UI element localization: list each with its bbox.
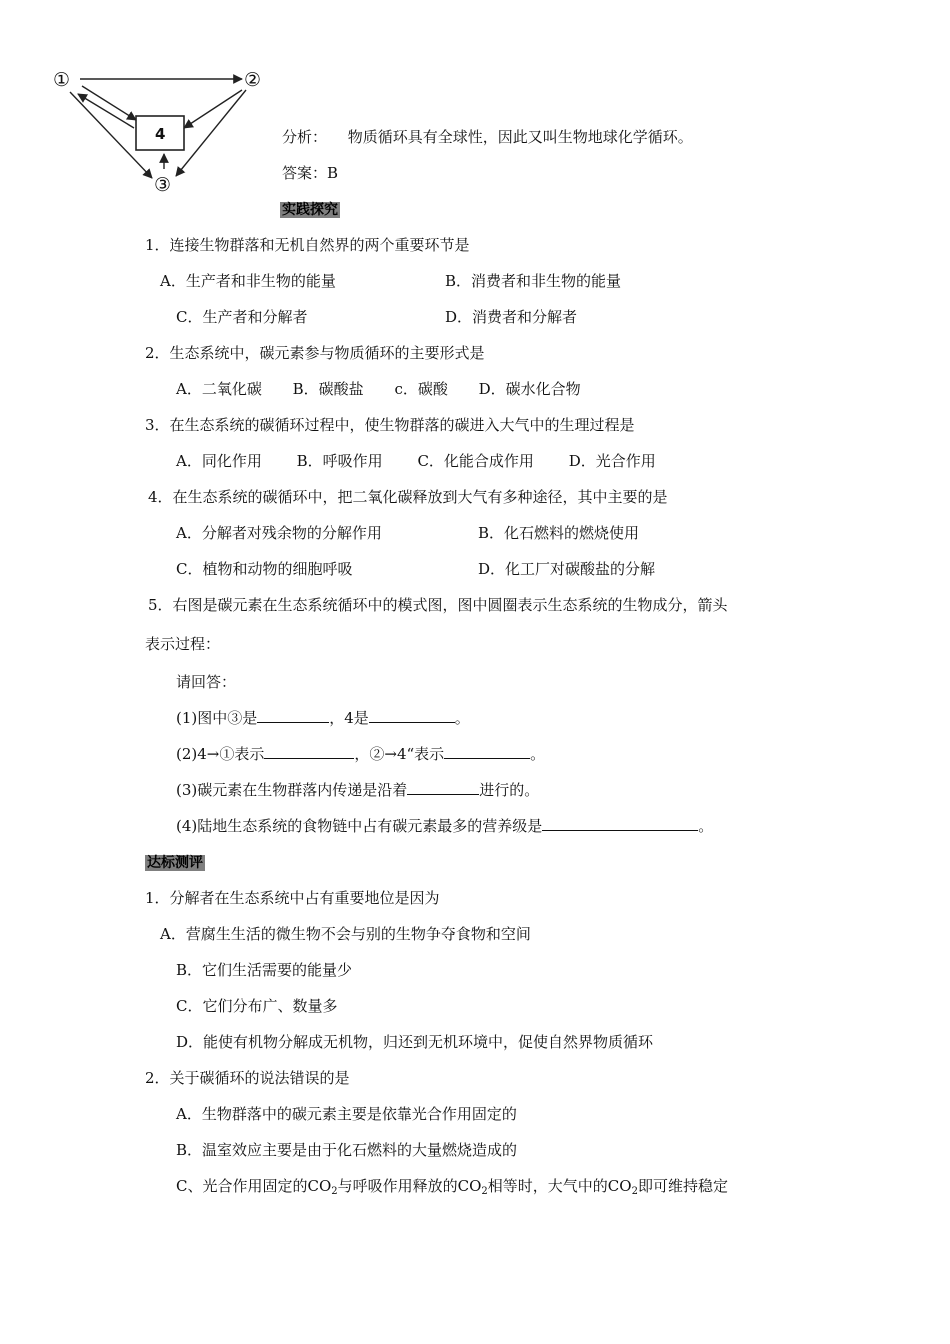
practice-q1-stem: 1．连接生物群落和无机自然界的两个重要环节是 [145,236,470,254]
practice-q2-options [176,379,581,399]
assess-q1-stem: 1．分解者在生态系统中占有重要地位是因为 [145,889,440,907]
assess-q1-option-b: B．它们生活需要的能量少 [176,961,353,979]
practice-q5-prompt: 请回答： [176,673,237,691]
q5-p1-blank-2[interactable] [369,708,455,723]
practice-q3-options [176,451,656,471]
practice-q5-part-2 [176,744,545,764]
q5-p2-blank-2[interactable] [444,744,530,759]
practice-q5-part-4 [176,816,713,836]
q2c-sub-2: 2 [481,1186,488,1197]
q5-p2-text-a: (2)4→①表示 [176,745,265,763]
practice-q1-option-a: A．生产者和非生物的能量 [160,272,336,290]
practice-q1-option-b: B．消费者和非生物的能量 [445,272,622,290]
analysis-label: 分析： [282,128,328,146]
assess-q1-option-d: D．能使有机物分解成无机物，归还到无机环境中，促使自然界物质循环 [176,1033,654,1051]
practice-q4-option-c: C．植物和动物的细胞呼吸 [176,560,353,578]
q5-p4-text-b: 。 [698,817,714,835]
q5-p3-text-b: 进行的。 [479,781,540,799]
assess-q2-option-a: A．生物群落中的碳元素主要是依靠光合作用固定的 [176,1105,517,1123]
q2c-text-3: 相等时，大气中的CO [487,1177,632,1195]
practice-q1-option-c: C．生产者和分解者 [176,308,308,326]
practice-q5-stem-1: 5．右图是碳元素在生态系统循环中的模式图，图中圆圈表示生态系统的生物成分，箭头 [148,596,728,614]
q5-p3-blank[interactable] [407,780,479,795]
arrow-2-to-4 [184,90,242,128]
practice-q5-part-1 [176,708,470,728]
practice-q3-option-b: B．呼吸作用 [296,452,383,470]
practice-q3-option-a: A．同化作用 [176,452,262,470]
section-assess-heading [145,852,205,873]
q5-p4-text-a: (4)陆地生态系统的食物链中占有碳元素最多的营养级是 [176,817,543,835]
practice-q3-stem: 3．在生态系统的碳循环过程中，使生物群落的碳进入大气中的生理过程是 [145,416,635,434]
assess-q2-option-b: B．温室效应主要是由于化石燃料的大量燃烧造成的 [176,1141,518,1159]
q5-p4-blank[interactable] [542,816,698,831]
arrow-2-to-3 [176,90,246,176]
practice-q4-option-b: B．化石燃料的燃烧使用 [478,524,640,542]
section-practice-label: 实践探究 [282,202,338,218]
assess-q2-option-c [176,1176,728,1202]
node-2: ② [244,69,262,91]
practice-q3-option-d: D．光合作用 [568,452,656,470]
node-1: ① [53,69,71,91]
q5-p2-blank-1[interactable] [264,744,354,759]
q2c-text-1: C、光合作用固定的CO [176,1177,332,1195]
q5-p2-text-c: 。 [530,745,546,763]
carbon-cycle-diagram [48,66,280,196]
assess-q2-stem: 2．关于碳循环的说法错误的是 [145,1069,350,1087]
q5-p2-text-b: ，②→4“表示 [354,745,445,763]
practice-q2-option-a: A．二氧化碳 [176,380,262,398]
section-assess-label: 达标测评 [147,855,203,871]
q2c-text-2: 与呼吸作用释放的CO [337,1177,482,1195]
assess-q1-option-c: C．它们分布广、数量多 [176,997,338,1015]
practice-q2-option-b: B．碳酸盐 [292,380,364,398]
node-3: ③ [154,174,172,196]
practice-q4-option-d: D．化工厂对碳酸盐的分解 [478,560,656,578]
q5-p1-blank-1[interactable] [257,708,329,723]
practice-q2-option-c: c．碳酸 [394,380,448,398]
q5-p1-text-b: ，4是 [329,709,369,727]
box-label: 4 [155,125,166,143]
practice-q5-part-3 [176,780,539,800]
practice-q1-option-d: D．消费者和分解者 [445,308,578,326]
q2c-sub-3: 2 [631,1186,638,1197]
assess-q1-option-a: A．营腐生生活的微生物不会与别的生物争夺食物和空间 [160,925,531,943]
practice-q5-stem-2: 表示过程： [145,635,221,653]
q5-p1-text-a: (1)图中③是 [176,709,258,727]
q5-p3-text-a: (3)碳元素在生物群落内传递是沿着 [176,781,408,799]
section-practice-heading [280,199,340,220]
analysis-text: 物质循环具有全球性，因此又叫生物地球化学循环。 [347,128,693,146]
arrow-4-to-1 [78,94,134,128]
answer-line: 答案：B [282,164,339,182]
q5-p1-text-c: 。 [454,709,470,727]
analysis-line [282,127,693,147]
practice-q2-option-d: D．碳水化合物 [478,380,581,398]
practice-q4-option-a: A．分解者对残余物的分解作用 [176,524,382,542]
q2c-sub-1: 2 [331,1186,338,1197]
practice-q3-option-c: C．化能合成作用 [417,452,534,470]
practice-q4-stem: 4．在生态系统的碳循环中，把二氧化碳释放到大气有多种途径，其中主要的是 [148,488,668,506]
q2c-text-4: 即可维持稳定 [637,1177,728,1195]
arrow-1-to-4 [82,86,136,120]
practice-q2-stem: 2．生态系统中，碳元素参与物质循环的主要形式是 [145,344,485,362]
